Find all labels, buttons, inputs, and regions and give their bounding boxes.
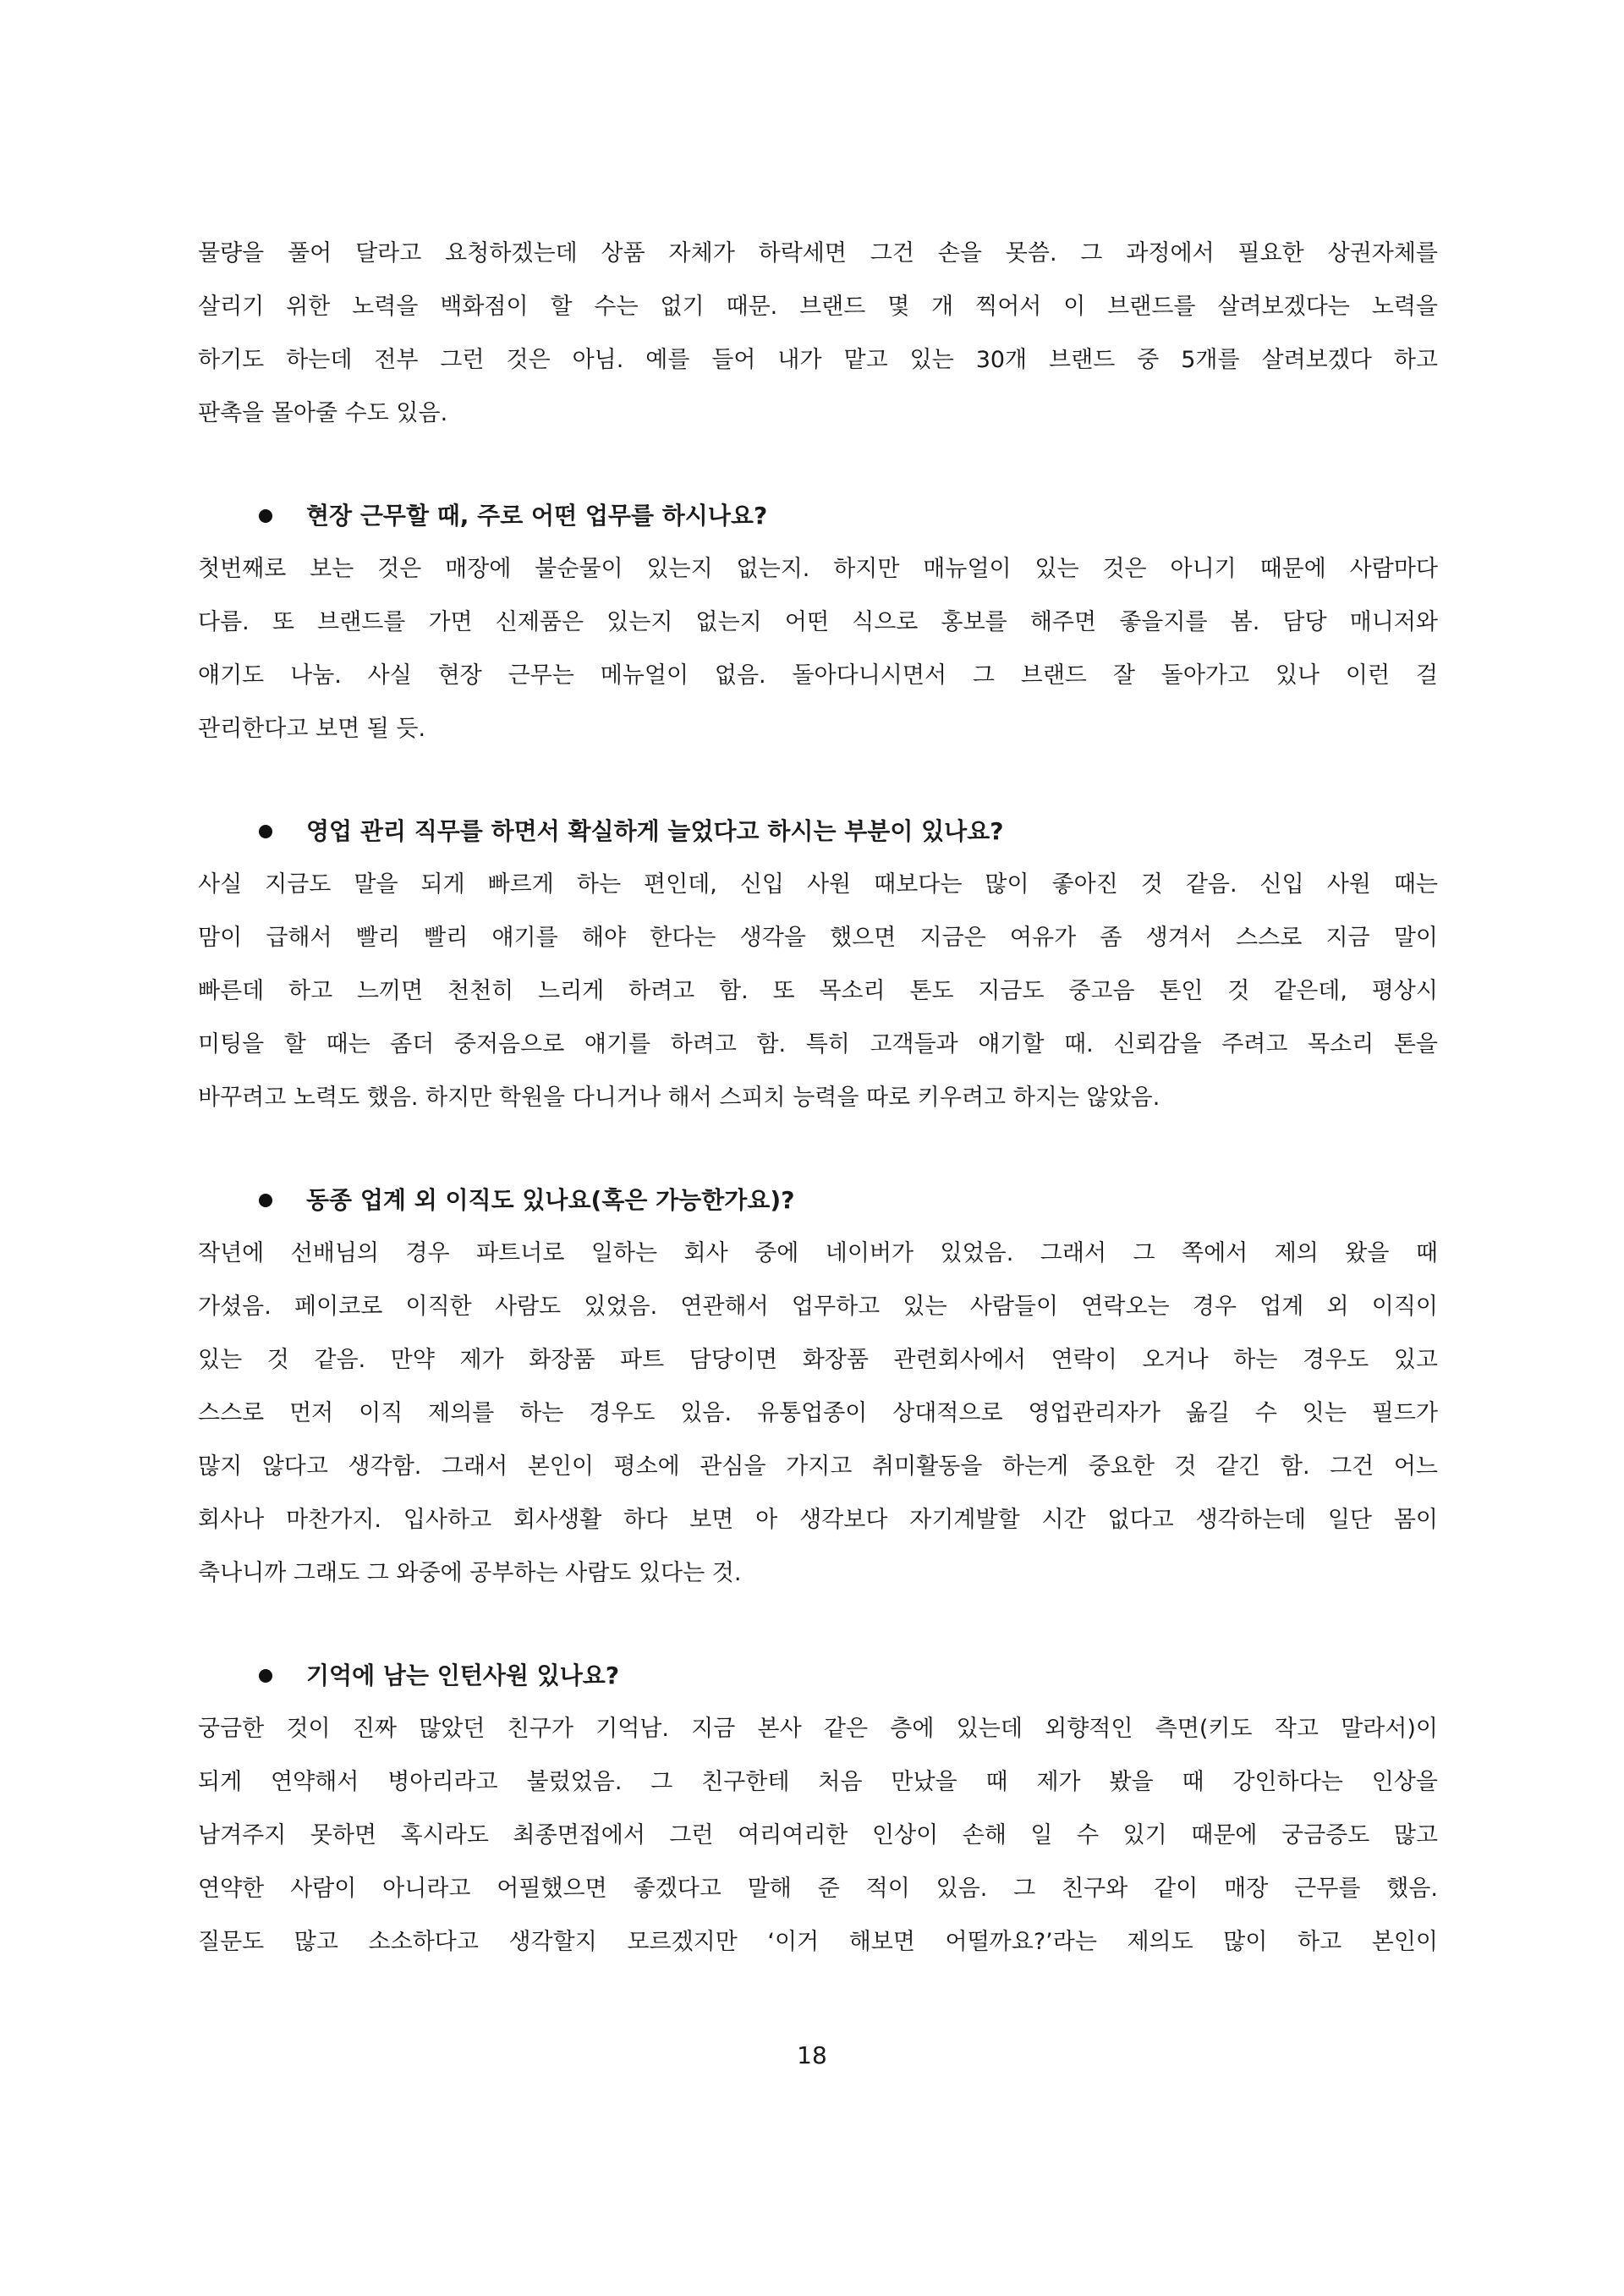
bullet-icon [259, 1194, 272, 1207]
document-body [198, 227, 1438, 1969]
paragraph-line: 스스로 먼저 이직 제의를 하는 경우도 있음. 유통업종이 상대적으로 영업관리자가 옮길 수 잇는 필드가 [198, 1400, 1438, 1426]
paragraph-line: 사실 지금도 말을 되게 빠르게 하는 편인데, 신입 사원 때보다는 많이 좋아진 것 같음. 신입 사원 때는 [198, 871, 1438, 898]
intro-paragraph [198, 227, 1438, 440]
answer-paragraph [198, 1227, 1438, 1600]
answer-paragraph [198, 1702, 1438, 1969]
paragraph-line: 미팅을 할 때는 좀더 중저음으로 얘기를 하려고 함. 특히 고객들과 얘기할 때. 신뢰감을 주려고 목소리 톤을 [198, 1031, 1438, 1057]
section-question [198, 1173, 1438, 1227]
bullet-icon [259, 1669, 272, 1683]
section-question [198, 1649, 1438, 1702]
paragraph-line: 많지 않다고 생각함. 그래서 본인이 평소에 관심을 가지고 취미활동을 하는게 중요한 것 같긴 함. 그건 어느 [198, 1453, 1438, 1480]
paragraph-line: 하기도 하는데 전부 그런 것은 아님. 예를 들어 내가 맡고 있는 30개 브랜드 중 5개를 살려보겠다 하고 [198, 347, 1438, 373]
answer-paragraph [198, 542, 1438, 755]
paragraph-line: 바꾸려고 노력도 했음. 하지만 학원을 다니거나 해서 스피치 능력을 따로 키우려고 하지는 않았음. [198, 1085, 1160, 1111]
paragraph-line: 관리한다고 보면 될 듯. [198, 716, 426, 742]
paragraph-line: 다름. 또 브랜드를 가면 신제품은 있는지 없는지 어떤 식으로 홍보를 해주면 좋을지를 봄. 담당 매니저와 [198, 609, 1438, 635]
paragraph-line: 판촉을 몰아줄 수도 있음. [198, 400, 448, 426]
paragraph-line: 연약한 사람이 아니라고 어필했으면 좋겠다고 말해 준 적이 있음. 그 친구와 같이 매장 근무를 했음. [198, 1876, 1438, 1902]
paragraph-line: 살리기 위한 노력을 백화점이 할 수는 없기 때문. 브랜드 몇 개 찍어서 이 브랜드를 살려보겠다는 노력을 [198, 294, 1438, 320]
paragraph-line: 물량을 풀어 달라고 요청하겠는데 상품 자체가 하락세면 그건 손을 못씀. 그 과정에서 필요한 상권자체를 [198, 240, 1438, 266]
section-question [198, 489, 1438, 542]
paragraph-line: 질문도 많고 소소하다고 생각할지 모르겠지만 ‘이거 해보면 어떨까요?’라는 제의도 많이 하고 본인이 [198, 1929, 1438, 1955]
paragraph-line: 작년에 선배님의 경우 파트너로 일하는 회사 중에 네이버가 있었음. 그래서 그 쪽에서 제의 왔을 때 [198, 1240, 1438, 1266]
paragraph-line: 궁금한 것이 진짜 많았던 친구가 기억남. 지금 본사 같은 층에 있는데 외향적인 측면(키도 작고 말라서)이 [198, 1716, 1438, 1742]
paragraph-line: 회사나 마찬가지. 입사하고 회사생활 하다 보면 아 생각보다 자기계발할 시간 없다고 생각하는데 일단 몸이 [198, 1507, 1438, 1533]
paragraph-line: 첫번째로 보는 것은 매장에 불순물이 있는지 없는지. 하지만 매뉴얼이 있는 것은 아니기 때문에 사람마다 [198, 556, 1438, 582]
bullet-icon [259, 825, 272, 838]
question-text: 기억에 남는 인턴사원 있나요? [306, 1662, 620, 1689]
qa-section-field-work [198, 489, 1438, 755]
paragraph-line: 되게 연약해서 병아리라고 불렀었음. 그 친구한테 처음 만났을 때 제가 봤을 때 강인하다는 인상을 [198, 1769, 1438, 1795]
qa-section-career-change [198, 1173, 1438, 1600]
paragraph-line: 있는 것 같음. 만약 제가 화장품 파트 담당이면 화장품 관련회사에서 연락이 오거나 하는 경우도 있고 [198, 1347, 1438, 1373]
qa-section-skills-improved [198, 805, 1438, 1124]
bullet-icon [259, 509, 272, 523]
paragraph-line: 빠른데 하고 느끼면 천천히 느리게 하려고 함. 또 목소리 톤도 지금도 중고음 톤인 것 같은데, 평상시 [198, 978, 1438, 1004]
section-question [198, 805, 1438, 858]
question-text: 영업 관리 직무를 하면서 확실하게 늘었다고 하시는 부분이 있나요? [306, 817, 1004, 845]
answer-paragraph [198, 858, 1438, 1124]
paragraph-line: 남겨주지 못하면 혹시라도 최종면접에서 그런 여리여리한 인상이 손해 일 수 있기 때문에 궁금증도 많고 [198, 1822, 1438, 1848]
page-number: 18 [797, 2041, 827, 2069]
paragraph-line: 가셨음. 페이코로 이직한 사람도 있었음. 연관해서 업무하고 있는 사람들이 연락오는 경우 업계 외 이직이 [198, 1294, 1438, 1320]
paragraph-line: 맘이 급해서 빨리 빨리 얘기를 해야 한다는 생각을 했으면 지금은 여유가 좀 생겨서 스스로 지금 말이 [198, 925, 1438, 951]
question-text: 현장 근무할 때, 주로 어떤 업무를 하시나요? [306, 502, 768, 530]
paragraph-line: 축나니까 그래도 그 와중에 공부하는 사람도 있다는 것. [198, 1560, 742, 1586]
qa-section-memorable-intern [198, 1649, 1438, 1969]
question-text: 동종 업계 외 이직도 있나요(혹은 가능한가요)? [306, 1186, 795, 1214]
paragraph-line: 얘기도 나눔. 사실 현장 근무는 메뉴얼이 없음. 돌아다니시면서 그 브랜드 잘 돌아가고 있나 이런 걸 [198, 662, 1438, 689]
